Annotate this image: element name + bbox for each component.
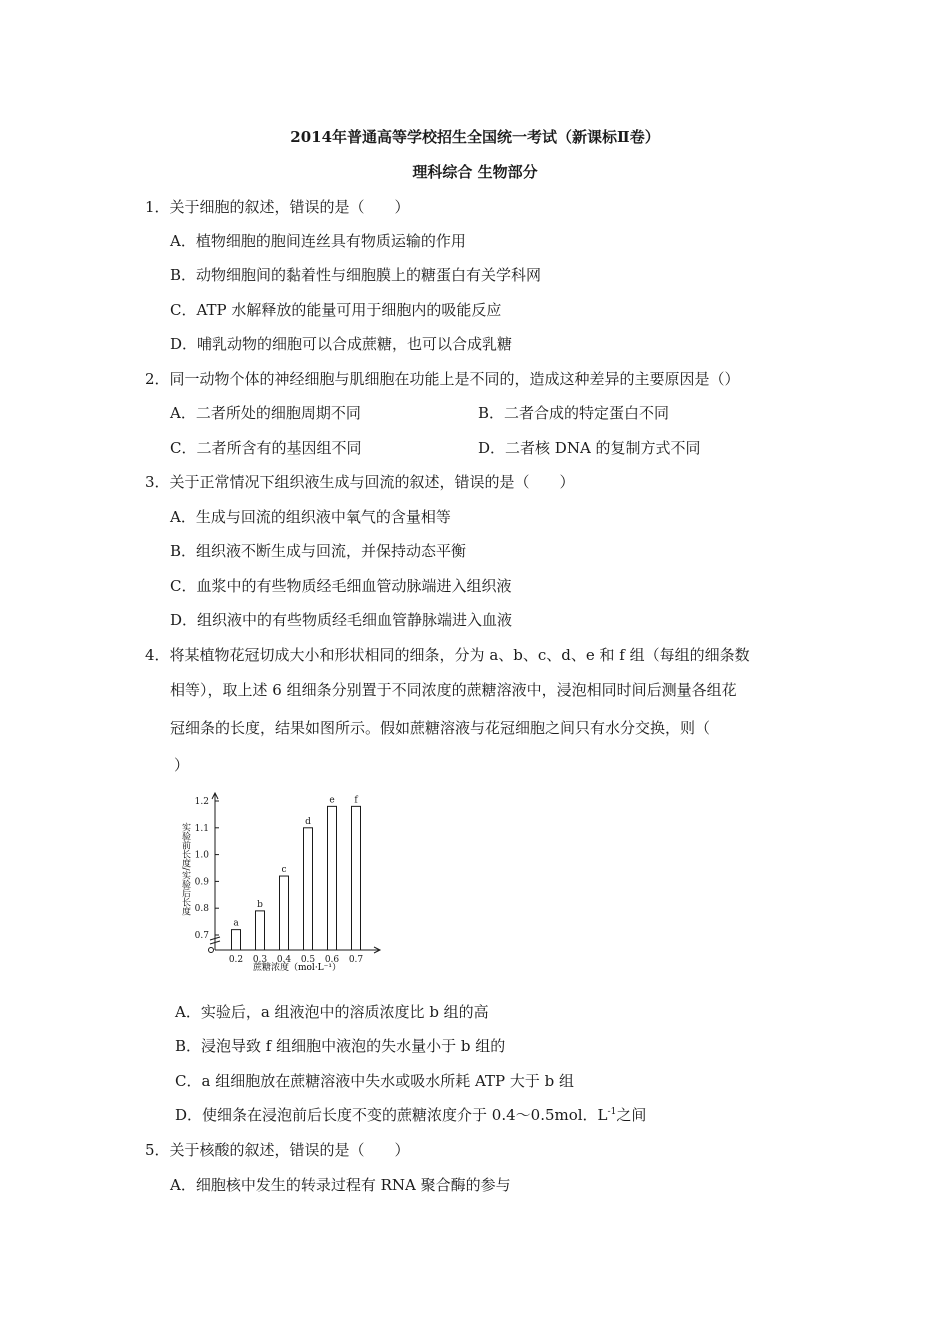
- bar: [328, 806, 337, 950]
- question-5-stem: 5．关于核酸的叙述，错误的是（ ）: [145, 1141, 410, 1159]
- y-tick-label: 1.1: [194, 823, 209, 834]
- y-tick-label: 0.9: [194, 877, 209, 888]
- question-4-option-b: B．浸泡导致 f 组细胞中液泡的失水量小于 b 组的: [175, 1037, 506, 1055]
- exam-title: 2014年普通高等学校招生全国统一考试（新课标Ⅱ卷）: [290, 128, 660, 146]
- question-4-option-c: C．a 组细胞放在蔗糖溶液中失水或吸水所耗 ATP 大于 b 组: [175, 1072, 574, 1090]
- question-5-option-a: A．细胞核中发生的转录过程有 RNA 聚合酶的参与: [170, 1176, 511, 1194]
- question-3-option-a: A．生成与回流的组织液中氧气的含量相等: [170, 508, 451, 526]
- bar-chart: [175, 785, 405, 980]
- bar: [232, 930, 241, 950]
- question-4-stem-line-1: 4．将某植物花冠切成大小和形状相同的细条，分为 a、b、c、d、e 和 f 组（每组的细条数: [145, 646, 750, 664]
- axis-origin-mark: [209, 948, 214, 953]
- bar: [256, 911, 265, 950]
- bar-label: b: [257, 899, 263, 910]
- question-2-option-d: D．二者核 DNA 的复制方式不同: [478, 439, 701, 457]
- section-subtitle: 理科综合 生物部分: [412, 163, 538, 181]
- bar: [304, 828, 313, 950]
- question-4-option-d-tail: 之间: [616, 1106, 647, 1124]
- question-2-stem: 2．同一动物个体的神经细胞与肌细胞在功能上是不同的，造成这种差异的主要原因是（）: [145, 370, 740, 388]
- question-4-stem-line-3: 冠细条的长度，结果如图所示。假如蔗糖溶液与花冠细胞之间只有水分交换，则（: [170, 719, 711, 737]
- chart-y-axis-label: 实验前长度/实验后长度: [180, 822, 190, 916]
- bar-label: c: [281, 865, 287, 876]
- y-tick-label: 0.8: [194, 904, 209, 915]
- bar-label: e: [329, 795, 335, 806]
- y-tick-label: 1.0: [194, 850, 209, 861]
- x-tick-label: 0.3: [252, 955, 268, 965]
- bar: [280, 876, 289, 950]
- question-2-option-a: A．二者所处的细胞周期不同: [170, 404, 361, 422]
- bar: [352, 806, 361, 950]
- question-4-option-d: [175, 1105, 646, 1125]
- question-1-option-c: C．ATP 水解释放的能量可用于细胞内的吸能反应: [170, 301, 502, 319]
- x-tick-label: 0.4: [276, 955, 292, 965]
- question-4-option-d-exponent: -1: [607, 1107, 617, 1117]
- y-tick-label: 0.7: [194, 931, 209, 941]
- question-1-option-a: A．植物细胞的胞间连丝具有物质运输的作用: [170, 232, 466, 250]
- y-tick-label: 1.2: [194, 797, 209, 807]
- question-3-option-b: B．组织液不断生成与回流，并保持动态平衡: [170, 542, 467, 560]
- question-3-option-d: D．组织液中的有些物质经毛细血管静脉端进入血液: [170, 611, 513, 629]
- chart-bars: [232, 795, 361, 950]
- question-3-stem: 3．关于正常情况下组织液生成与回流的叙述，错误的是（ ）: [145, 473, 575, 491]
- question-1-stem: 1．关于细胞的叙述，错误的是（ ）: [145, 198, 410, 216]
- question-1-option-b: B．动物细胞间的黏着性与细胞膜上的糖蛋白有关学科网: [170, 266, 542, 284]
- question-2-option-c: C．二者所含有的基因组不同: [170, 439, 362, 457]
- question-1-option-d: D．哺乳动物的细胞可以合成蔗糖，也可以合成乳糖: [170, 335, 513, 353]
- question-3-option-c: C．血浆中的有些物质经毛细血管动脉端进入组织液: [170, 577, 512, 595]
- bar-label: d: [305, 816, 311, 827]
- question-4-stem-line-4: ）: [174, 756, 190, 774]
- chart-x-axis-label: 蔗糖浓度（mol·L⁻¹）: [252, 963, 342, 973]
- question-4-option-a: A．实验后，a 组液泡中的溶质浓度比 b 组的高: [175, 1003, 489, 1021]
- x-tick-label: 0.5: [300, 955, 316, 965]
- question-4-stem-line-2: 相等），取上述 6 组细条分别置于不同浓度的蔗糖溶液中，浸泡相同时间后测量各组花: [170, 681, 737, 699]
- question-4-option-d-text: D．使细条在浸泡前后长度不变的蔗糖浓度介于 0.4～0.5mol．L: [175, 1106, 608, 1124]
- x-tick-label: 0.7: [348, 955, 364, 965]
- question-2-option-b: B．二者合成的特定蛋白不同: [478, 404, 670, 422]
- x-tick-label: 0.2: [228, 955, 244, 965]
- bar-label: f: [354, 795, 358, 806]
- x-tick-label: 0.6: [324, 955, 340, 965]
- bar-label: a: [233, 918, 239, 929]
